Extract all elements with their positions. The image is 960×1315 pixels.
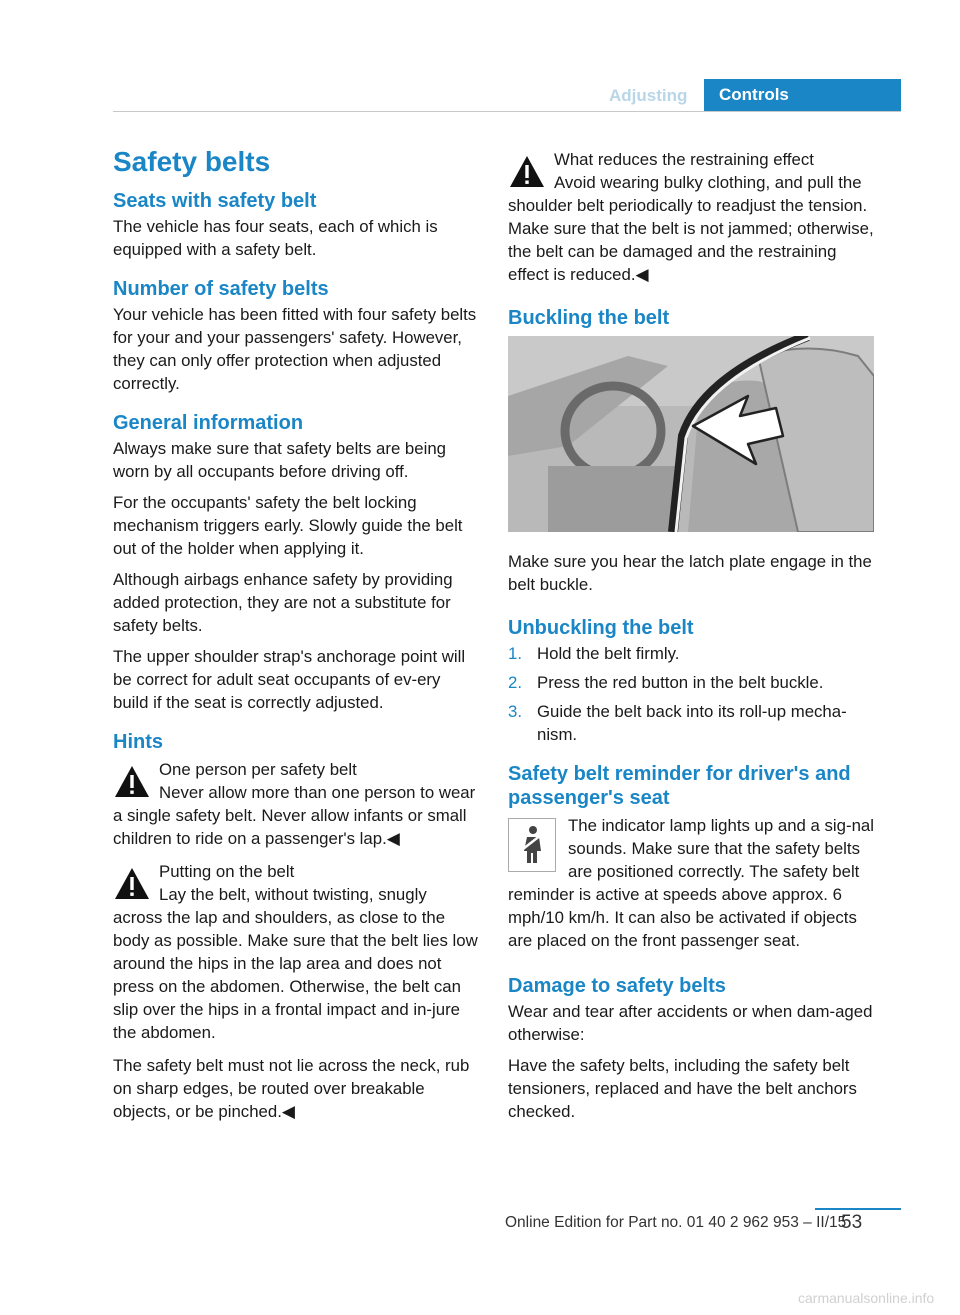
seats-text: The vehicle has four seats, each of which is equipped with a safety belt. (113, 217, 438, 259)
reminder-block (508, 814, 874, 952)
buckling-illustration (508, 336, 874, 532)
heading-damage: Damage to safety belts (508, 975, 726, 997)
left-column (113, 140, 479, 1131)
footer-rule (815, 1208, 901, 1210)
general-p2: For the occupants' safety the belt locking mechanism triggers early. Slowly guide the belt out of the holder when applying it. (113, 493, 463, 558)
header-tab-controls: Controls (704, 79, 901, 111)
step-text: Guide the belt back into its roll-up mecha-nism. (537, 702, 847, 744)
heading-reminder: Safety belt reminder for driver's and passenger's seat (508, 763, 851, 809)
general-p3: Although airbags enhance safety by providing added protection, they are not a substitute for safety belts. (113, 570, 453, 635)
warning-one-person-text: Never allow more than one person to wear a single safety belt. Never allow infants or small children to ride on a passenger's lap.◀ (113, 783, 476, 848)
step-number: 2. (508, 673, 522, 692)
warning-one-person-title: One person per safety belt (159, 760, 357, 779)
heading-buckling: Buckling the belt (508, 307, 670, 329)
general-p1: Always make sure that safety belts are being worn by all occupants before driving off. (113, 439, 446, 481)
warning-triangle-icon (508, 154, 546, 190)
list-item (508, 700, 874, 746)
heading-general: General information (113, 412, 304, 434)
footer-edition: Online Edition for Part no. 01 40 2 962 953 – II/15 (505, 1214, 847, 1231)
right-column (508, 140, 874, 1131)
list-item (508, 671, 874, 694)
warning-restraining (508, 148, 874, 286)
warning-putting-on-p2: The safety belt must not lie across the neck, rub on sharp edges, be routed over breakable objects, or be pinched.◀ (113, 1056, 470, 1121)
unbuckling-steps (508, 642, 874, 746)
step-text: Press the red button in the belt buckle. (537, 673, 824, 692)
buckling-text: Make sure you hear the latch plate engage in the belt buckle. (508, 552, 872, 594)
step-number: 1. (508, 644, 522, 663)
step-number: 3. (508, 702, 522, 721)
watermark: carmanualsonline.info (798, 1290, 935, 1306)
damage-p2: Have the safety belts, including the safety belt tensioners, replaced and have the belt anchors checked. (508, 1056, 857, 1121)
number-text: Your vehicle has been fitted with four safety belts for your and your passengers' safety. However, they can only offer protection when adjusted correctly. (113, 305, 477, 393)
heading-number: Number of safety belts (113, 278, 329, 300)
warning-restraining-title: What reduces the restraining effect (554, 150, 814, 169)
page-number: 53 (841, 1212, 863, 1233)
heading-hints: Hints (113, 731, 163, 753)
warning-putting-on-title: Putting on the belt (159, 862, 295, 881)
warning-restraining-text: Avoid wearing bulky clothing, and pull the shoulder belt periodically to readjust the tension. Make sure that the belt is not jammed; otherwise, the belt can be damaged and the restraining effect is reduced.◀ (508, 173, 874, 284)
warning-triangle-icon (113, 764, 151, 800)
warning-one-person (113, 758, 479, 850)
list-item (508, 642, 874, 665)
warning-putting-on (113, 860, 479, 1044)
heading-seats: Seats with safety belt (113, 190, 317, 212)
header-section: Adjusting (609, 86, 688, 105)
warning-triangle-icon (113, 866, 151, 902)
page-title: Safety belts (113, 146, 271, 177)
seatbelt-reminder-icon (508, 818, 556, 872)
header-rule (113, 111, 901, 112)
warning-putting-on-text: Lay the belt, without twisting, snugly across the lap and shoulders, as close to the body as possible. Make sure that the belt lies low around the hips in the lap area and does not press on the abdomen. Otherwise, the belt can slip over the hips in a frontal impact and in-jure the abdomen. (113, 885, 478, 1042)
heading-unbuckling: Unbuckling the belt (508, 617, 694, 639)
damage-p1: Wear and tear after accidents or when dam-aged otherwise: (508, 1002, 873, 1044)
reminder-text: The indicator lamp lights up and a sig-nal sounds. Make sure that the safety belts are positioned correctly. The safety belt reminder is active at speeds above approx. 6 mph/10 km/h. It can also be activated if objects are placed on the front passenger seat. (508, 816, 874, 950)
general-p4: The upper shoulder strap's anchorage point will be correct for adult seat occupants of ev-ery build if the seat is correctly adjusted. (113, 647, 466, 712)
step-text: Hold the belt firmly. (537, 644, 680, 663)
